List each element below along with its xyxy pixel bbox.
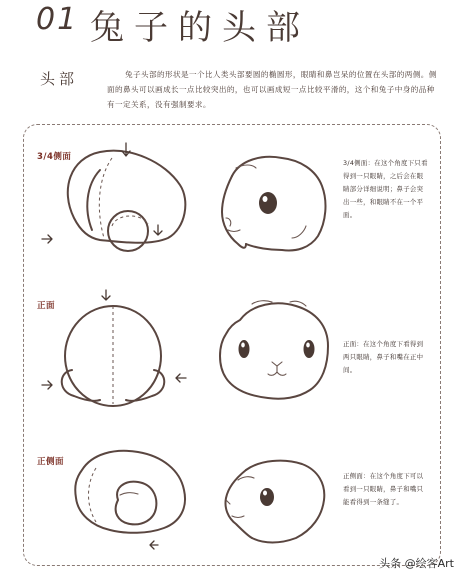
note-side: 正侧面：在这个角度下可以看到一只眼睛，鼻子和嘴只能看得到一条缝了。	[343, 472, 424, 506]
section-label: 头部	[40, 70, 79, 88]
note-front: 正面：在这个角度下看得到两只眼睛，鼻子和嘴在正中间。	[343, 340, 424, 374]
note-three-quarter: 3/4侧面：在这个角度下只看得到一只眼睛，之后会在眼睛部分详细说明；鼻子会突出一些，和眼睛不在一个平面。	[343, 159, 428, 219]
view-label-front: 正面	[37, 301, 56, 311]
watermark: 头条 @绘客Art	[379, 557, 454, 570]
view-label-side: 正侧面	[37, 457, 65, 467]
page-title: 兔子的头部	[90, 8, 310, 48]
title-number: 01	[36, 2, 79, 37]
view-label-three-quarter: 3/4侧面	[37, 152, 72, 162]
intro-paragraph: 兔子头部的形状是一个比人类头部要圆的椭圆形，眼睛和鼻岂呆的位置在头部的两侧。侧面的鼻头可以画成长一点比较突出的，也可以画成短一点比较平滑的，这个和兔子中身的品种有一定关系，没有强制要求。	[107, 70, 437, 109]
